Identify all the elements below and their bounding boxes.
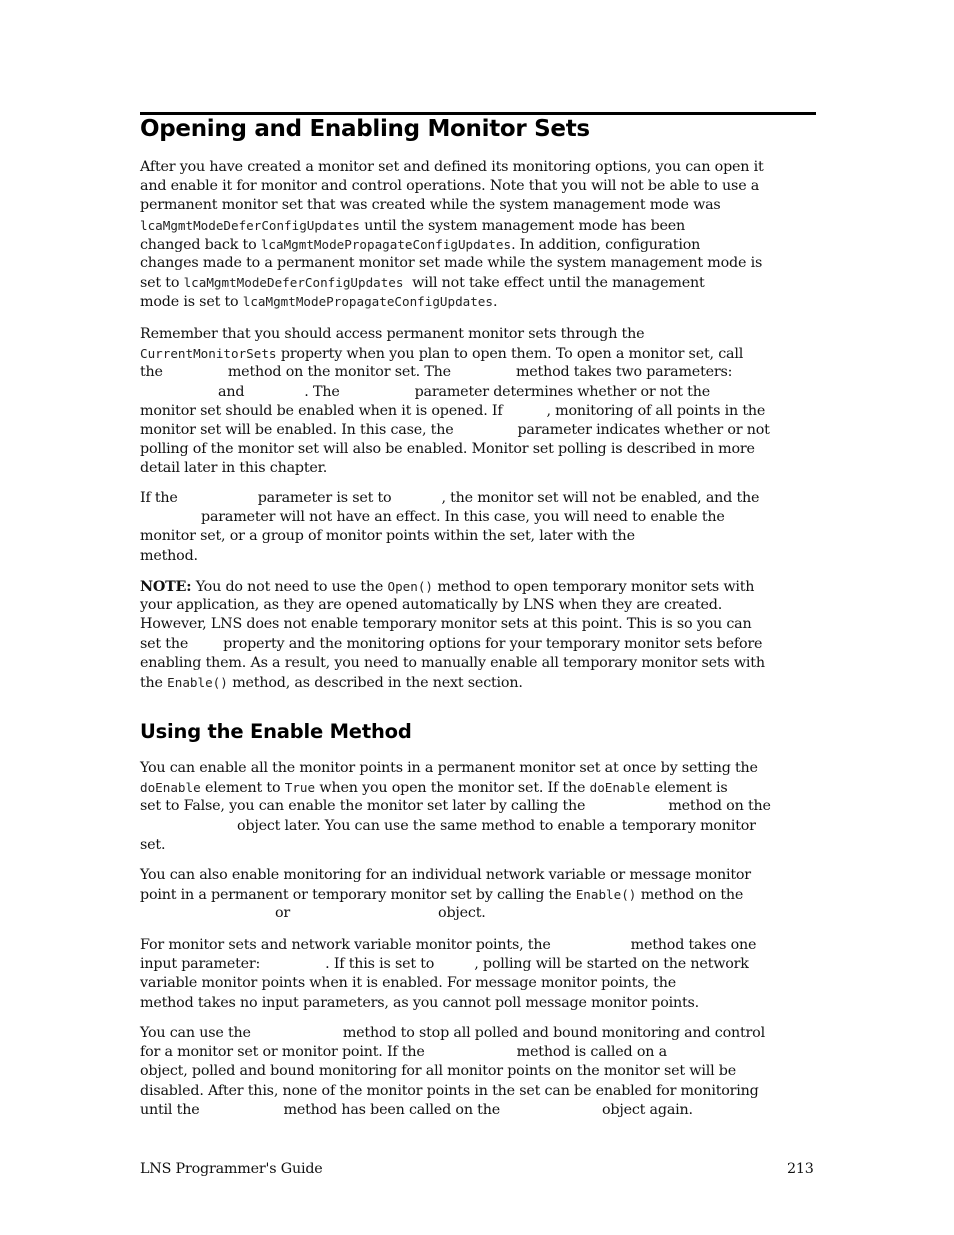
text-line: polling of the monitor set will also be enabled. Monitor set polling is described in more xyxy=(140,441,755,458)
text-line xyxy=(140,817,790,836)
text-line xyxy=(140,1101,790,1120)
text-run: set to xyxy=(140,275,184,292)
text-run: or xyxy=(275,905,291,922)
text-run: mode is set to xyxy=(140,294,243,311)
text-run: element is xyxy=(650,780,728,797)
paragraph-enable-parameters xyxy=(140,936,790,1013)
text-run: If the xyxy=(140,490,178,506)
text-line: disabled. After this, none of the monitor points in the set can be enabled for monitoring xyxy=(140,1082,759,1099)
paragraph-disable-method xyxy=(140,1024,790,1120)
code-term: doEnable xyxy=(589,780,651,796)
code-term: CurrentMonitorSets xyxy=(140,346,277,362)
text-line: Remember that you should access permanent monitor sets through the xyxy=(140,326,645,342)
text-run: until the xyxy=(140,1101,200,1118)
text-line xyxy=(140,1024,790,1043)
text-run: , the monitor set will not be enabled, and the xyxy=(441,490,760,506)
text-line: enabling them. As a result, you need to manually enable all temporary monitor sets with xyxy=(140,654,765,671)
text-line xyxy=(140,235,790,254)
text-run: object later. You can use the same method to enable a temporary monitor xyxy=(237,817,756,834)
text-run: method to open temporary monitor sets with xyxy=(433,579,755,595)
code-term: Open() xyxy=(387,579,433,594)
text-line: variable monitor points when it is enabled. For message monitor points, the xyxy=(140,975,676,992)
text-line: You can enable all the monitor points in a permanent monitor set at once by setting the xyxy=(140,760,758,776)
text-line: object, polled and bound monitoring for all monitor points on the monitor set will be xyxy=(140,1063,736,1080)
text-run: object again. xyxy=(602,1101,693,1118)
text-line xyxy=(140,577,790,596)
text-run: method to stop all polled and bound monitoring and control xyxy=(342,1025,765,1041)
code-term: lcaMgmtModePropagateConfigUpdates xyxy=(260,236,512,252)
text-line: monitor set, or a group of monitor points within the set, later with the xyxy=(140,528,635,545)
text-line xyxy=(140,1043,790,1062)
text-line: After you have created a monitor set and defined its monitoring options, you can open it xyxy=(140,159,764,175)
code-term: lcaMgmtModeDeferConfigUpdates xyxy=(183,275,404,291)
section-title: Opening and Enabling Monitor Sets xyxy=(140,116,590,142)
text-run: method on the xyxy=(636,887,744,904)
text-run: . In addition, configuration xyxy=(511,236,701,253)
code-term: doEnable xyxy=(140,780,201,796)
page-number: 213 xyxy=(787,1161,814,1177)
paragraph-opening-intro xyxy=(140,158,790,312)
text-line xyxy=(140,508,790,527)
text-line xyxy=(140,489,790,508)
code-term: Enable() xyxy=(575,887,637,903)
code-term: True xyxy=(284,780,316,796)
text-line: set. xyxy=(140,836,166,853)
text-run: property and the monitoring options for your temporary monitor sets before xyxy=(223,635,763,652)
text-run: parameter will not have an effect. In this case, you will need to enable the xyxy=(201,509,725,526)
text-run: for a monitor set or monitor point. If the xyxy=(140,1044,425,1061)
text-line xyxy=(140,936,790,955)
text-run: object. xyxy=(438,905,486,922)
text-line xyxy=(140,673,790,692)
text-line: method. xyxy=(140,547,198,564)
paragraph-open-method xyxy=(140,325,790,479)
text-line xyxy=(140,421,790,440)
text-run: parameter is set to xyxy=(257,490,392,506)
text-line: detail later in this chapter. xyxy=(140,460,328,477)
text-line xyxy=(140,383,790,402)
paragraph-enable-all xyxy=(140,759,790,855)
code-term: Enable() xyxy=(167,674,228,690)
text-line: However, LNS does not enable temporary monitor sets at this point. This is so you can xyxy=(140,616,752,633)
text-run: . The xyxy=(304,383,340,400)
text-run: method, as described in the next section. xyxy=(227,674,523,691)
text-run: method takes two parameters: xyxy=(515,364,733,381)
text-line xyxy=(140,797,790,816)
code-term: lcaMgmtModeDeferConfigUpdates xyxy=(140,217,360,233)
text-run: point in a permanent or temporary monitor set by calling the xyxy=(140,887,576,904)
text-line: permanent monitor set that was created while the system management mode was xyxy=(140,197,721,214)
text-run: , polling will be started on the network xyxy=(474,956,749,973)
text-run: the xyxy=(140,364,163,381)
code-term: lcaMgmtModePropagateConfigUpdates xyxy=(242,294,493,310)
text-line xyxy=(140,402,790,421)
text-run: . If this is set to xyxy=(325,956,435,973)
text-line xyxy=(140,904,790,923)
text-line xyxy=(140,216,790,235)
text-run: property when you plan to open them. To open a monitor set, call xyxy=(276,346,744,363)
text-run: and xyxy=(218,383,245,400)
text-line: and enable it for monitor and control operations. Note that you will not be able to use a xyxy=(140,178,760,195)
text-line xyxy=(140,363,790,382)
text-run: element to xyxy=(200,780,285,797)
text-run: input parameter: xyxy=(140,956,261,973)
text-line xyxy=(140,292,790,311)
text-line xyxy=(140,778,790,797)
text-run: method on the monitor set. The xyxy=(227,364,451,381)
text-run: You do not need to use the xyxy=(191,579,388,595)
text-run: set to False, you can enable the monitor set later by calling the xyxy=(140,798,586,815)
text-line: You can also enable monitoring for an individual network variable or message monitor xyxy=(140,867,751,883)
text-run: monitor set will be enabled. In this case, the xyxy=(140,421,454,438)
text-run: when you open the monitor set. If the xyxy=(315,780,590,797)
text-line xyxy=(140,635,790,654)
text-line xyxy=(140,273,790,292)
note-label: NOTE: xyxy=(140,579,192,595)
text-run: the xyxy=(140,674,168,691)
text-run: method takes one xyxy=(630,937,757,953)
text-run: method has been called on the xyxy=(283,1101,500,1118)
text-line: changes made to a permanent monitor set made while the system management mode is xyxy=(140,254,763,271)
text-run: . xyxy=(492,294,498,311)
text-run: For monitor sets and network variable monitor points, the xyxy=(140,937,551,953)
text-line xyxy=(140,885,790,904)
text-line xyxy=(140,344,790,363)
text-line xyxy=(140,955,790,974)
text-line: method takes no input parameters, as you cannot poll message monitor points. xyxy=(140,994,700,1011)
text-run: will not take effect until the management xyxy=(403,275,705,292)
text-line: your application, as they are opened automatically by LNS when they are created. xyxy=(140,597,723,614)
text-run: , monitoring of all points in the xyxy=(546,402,766,419)
text-run: parameter indicates whether or not xyxy=(517,421,770,438)
paragraph-enable-individual xyxy=(140,866,790,924)
subsection-title: Using the Enable Method xyxy=(140,720,412,743)
text-run: method on the xyxy=(668,798,771,815)
paragraph-disabled-open xyxy=(140,489,790,566)
text-run: monitor set should be enabled when it is opened. If xyxy=(140,402,503,419)
paragraph-note xyxy=(140,577,790,692)
text-run: set the xyxy=(140,635,189,652)
text-run: parameter determines whether or not the xyxy=(414,383,710,400)
section-rule xyxy=(140,112,816,115)
text-run: method is called on a xyxy=(516,1044,667,1061)
text-run: until the system management mode has been xyxy=(359,217,686,234)
text-run: You can use the xyxy=(140,1025,251,1041)
footer-title: LNS Programmer's Guide xyxy=(140,1161,323,1177)
text-run: changed back to xyxy=(140,236,261,253)
